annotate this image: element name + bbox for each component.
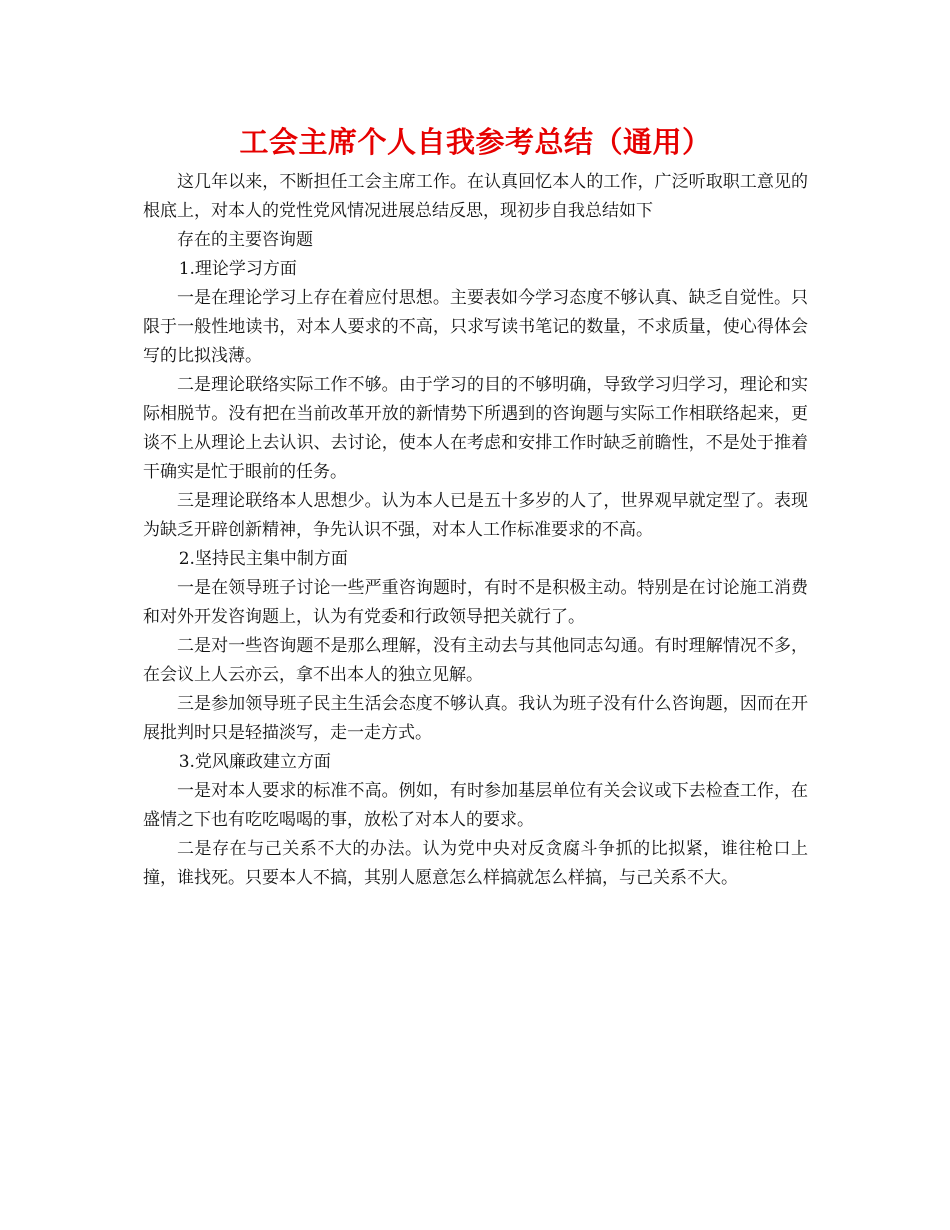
subsection-heading-theory-study: 1.理论学习方面 [178,259,297,279]
paragraph-democratic-1: 一是在领导班子讨论一些严重咨询题时，有时不是积极主动。特别是在讨论施工消费和对外开发咨询题上，认为有党委和行政领导把关就行了。 [143,578,808,627]
paragraph-integrity-1: 一是对本人要求的标准不高。例如，有时参加基层单位有关会议或下去检查工作，在盛情之下也有吃吃喝喝的事，放松了对本人的要求。 [143,781,808,830]
section-heading-main-issues: 存在的主要咨询题 [177,230,313,250]
document-body [143,168,808,893]
paragraph-theory-2: 二是理论联络实际工作不够。由于学习的目的不够明确，导致学习归学习，理论和实际相脱节。没有把在当前改革开放的新情势下所遇到的咨询题与实际工作相联络起来，更谈不上从理论上去认识、去讨论，使本人在考虑和安排工作时缺乏前瞻性，不是处于推着干确实是忙于眼前的任务。 [143,375,808,482]
paragraph-democratic-2: 二是对一些咨询题不是那么理解，没有主动去与其他同志勾通。有时理解情况不多，在会议上人云亦云，拿不出本人的独立见解。 [143,636,808,685]
subsection-heading-democratic-centralism: 2.坚持民主集中制方面 [178,549,348,569]
paragraph-democratic-3: 三是参加领导班子民主生活会态度不够认真。我认为班子没有什么咨询题，因而在开展批判时只是轻描淡写，走一走方式。 [143,694,808,743]
paragraph-integrity-2: 二是存在与己关系不大的办法。认为党中央对反贪腐斗争抓的比拟紧，谁往枪口上撞，谁找死。只要本人不搞，其别人愿意怎么样搞就怎么样搞，与己关系不大。 [143,839,808,888]
paragraph-theory-1: 一是在理论学习上存在着应付思想。主要表如今学习态度不够认真、缺乏自觉性。只限于一般性地读书，对本人要求的不高，只求写读书笔记的数量，不求质量，使心得体会写的比拟浅薄。 [143,288,808,366]
paragraph-theory-3: 三是理论联络本人思想少。认为本人已是五十多岁的人了，世界观早就定型了。表现为缺乏开辟创新精神，争先认识不强，对本人工作标准要求的不高。 [143,491,808,540]
paragraph-intro: 这几年以来，不断担任工会主席工作。在认真回忆本人的工作，广泛听取职工意见的根底上，对本人的党性党风情况进展总结反思，现初步自我总结如下 [143,172,808,221]
subsection-heading-integrity: 3.党风廉政建立方面 [178,752,331,772]
document-title: 工会主席个人自我参考总结（通用） [239,125,712,159]
document-page [143,120,808,893]
